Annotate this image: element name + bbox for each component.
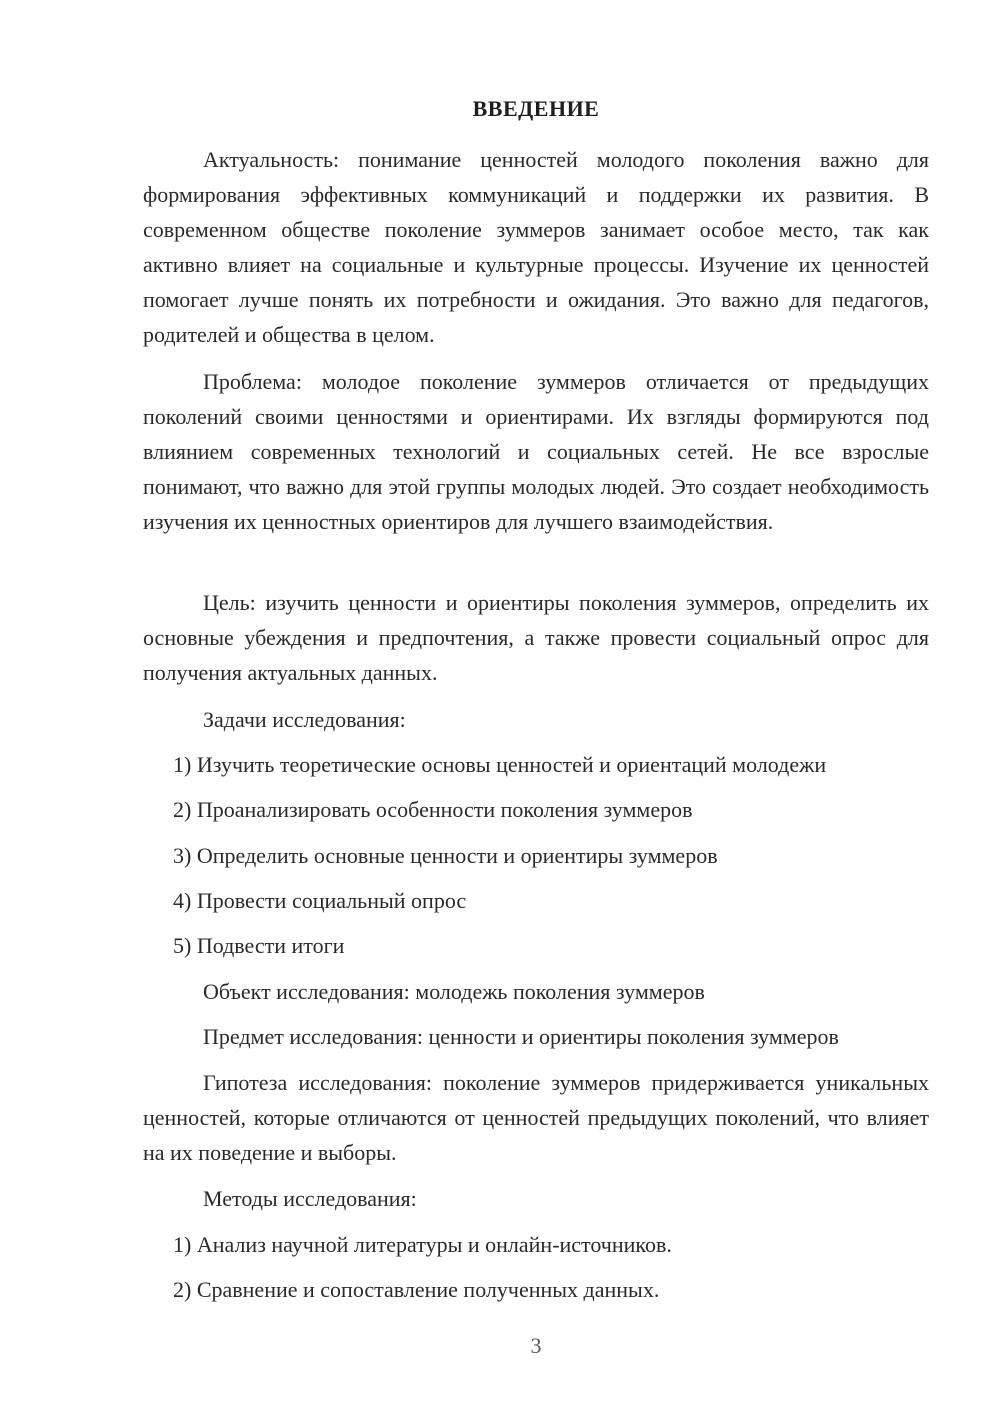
page-title: ВВЕДЕНИЕ: [472, 96, 600, 121]
paragraph-goal: Цель: изучить ценности и ориентиры поколения зуммеров, определить их основные убеждения и предпочтения, а также провести социальный опрос для получения актуальных данных.: [143, 590, 929, 685]
research-hypothesis: Гипотеза исследования: поколение зуммеров придерживается уникальных ценностей, которые отличаются от ценностей предыдущих поколений, что влияет на их поведение и выборы.: [143, 1070, 929, 1165]
research-object: Объект исследования: молодежь поколения зуммеров: [203, 979, 705, 1004]
task-item-2: 2) Проанализировать особенности поколения зуммеров: [173, 797, 693, 822]
tasks-heading: Задачи исследования:: [203, 707, 406, 732]
paragraph-problem: Проблема: молодое поколение зуммеров отличается от предыдущих поколений своими ценностями и ориентирами. Их взгляды формируются под влиянием современных технологий и социальных сетей. Не все взрослые понимают, что важно для этой группы молодых людей. Это создает необходимость изучения их ценностных ориентиров для лучшего взаимодействия.: [143, 369, 929, 534]
method-item-2: 2) Сравнение и сопоставление полученных данных.: [173, 1277, 660, 1302]
method-item-1: 1) Анализ научной литературы и онлайн-источников.: [173, 1232, 672, 1257]
paragraph-relevance: Актуальность: понимание ценностей молодого поколения важно для формирования эффективных коммуникаций и поддержки их развития. В современном обществе поколение зуммеров занимает особое место, так как активно влияет на социальные и культурные процессы. Изучение их ценностей помогает лучше понять их потребности и ожидания. Это важно для педагогов, родителей и общества в целом.: [143, 147, 929, 347]
task-item-3: 3) Определить основные ценности и ориентиры зуммеров: [173, 843, 718, 868]
task-item-5: 5) Подвести итоги: [173, 933, 345, 958]
methods-heading: Методы исследования:: [203, 1186, 417, 1211]
research-subject: Предмет исследования: ценности и ориентиры поколения зуммеров: [203, 1024, 839, 1049]
task-item-1: 1) Изучить теоретические основы ценностей и ориентаций молодежи: [173, 752, 827, 777]
task-item-4: 4) Провести социальный опрос: [173, 888, 467, 913]
page-number: 3: [530, 1333, 542, 1358]
